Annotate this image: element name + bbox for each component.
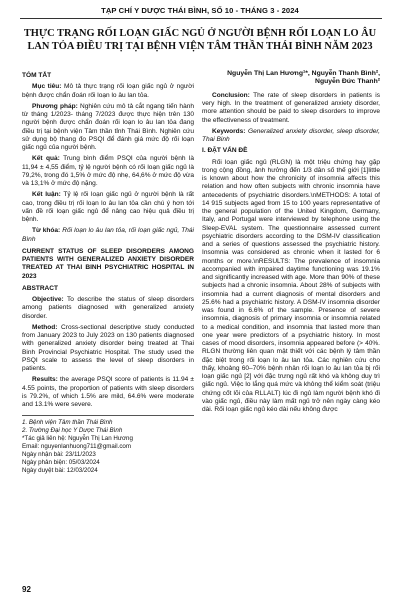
objective-label-en: Objective: bbox=[32, 296, 64, 303]
header-rule bbox=[20, 18, 382, 19]
article-title: THỰC TRẠNG RỐI LOẠN GIẤC NGỦ Ở NGƯỜI BỆNH RỐI LOẠN LO ÂU LAN TỎA ĐIỀU TRỊ TẠI BỆNH VIỆN TÂM THẦN THÁI BÌNH NĂM 2023 bbox=[23, 28, 377, 52]
footnote-email: Email: nguyenlanhuong711@gmail.com bbox=[22, 442, 132, 450]
method-label: Phương pháp: bbox=[32, 102, 78, 110]
authors bbox=[202, 70, 380, 87]
objective-text-en: To describe the status of sleep disorders among patients diagnosed with generalized anxiety disorder. bbox=[22, 296, 194, 320]
result-text: Trung bình điểm PSQI của người bệnh là 11,94 ± 4,55 điểm, tỷ lệ người bệnh có rối loạn giấc ngủ là 79,2%, trong đó 1,5% ở mức độ nhẹ, 64,6% ở mức độ vừa và 13,1% ở mức độ nặng. bbox=[22, 155, 194, 187]
objective-text: Mô tả thực trạng rối loạn giấc ngủ ở người bệnh được chẩn đoán rối loạn lo âu lan tỏa. bbox=[22, 83, 194, 99]
intro-paragraph: Rối loạn giấc ngủ (RLGN) là một triệu chứng hay gặp trong cộng đồng, ảnh hưởng đến 1/3 dân số thế giới [1]little is known about how the chronicity of insomnia affects this relation and how often subjects with chronic insomnia have antecedents of psychiatric disorders.\nMETHODS: A total of 14 915 subjects aged from 15 to 100 years representative of the general population of the United Kingdom, Germany, Italy, and Portugal were interviewed by telephone using the Sleep-EVAL system. The questionnaire assessed current psychiatric disorders according to the DSM-IV classification and a series of questions assessed the psychiatric history. Insomnia was considered as chronic when it lasted for 6 months or more.\nRESULTS: The prevalence of insomnia accompanied with impaired daytime functioning was 19.1% and significantly increased with age. More than 90% of these subjects had a chronic insomnia. About 28% of subjects with insomnia had a current diagnosis of mental disorders and 25.6% had a psychiatric history. A DSM-IV insomnia disorder was found in 6.6% of the sample. Presence of severe insomnia, diagnosis of primary insomnia or insomnia related to a medical condition, and insomnia that lasted more than one year were predictors of a psychiatric history. In most cases of mood disorders, insomnia appeared before (> 40%. RLGN thường liên quan mật thiết với các bệnh lý tâm thần đặc biệt trong rối loạn lo âu lan tỏa. Các nghiên cứu cho thấy, khoảng 60–70% bệnh nhân rối loạn lo âu lan tỏa bị rối loạn giấc ngủ [2] với đặc trưng ngủ rất khó và không duy trì giấc ngủ. Việc lo lắng quá mức và không thể kiểm soát (triệu chứng cốt lõi của RLLALT) lúc đi ngủ làm người bệnh khó đi vào giấc ngủ, điều này làm mất ngủ trở nên ngày càng kéo dài. Rối loạn giấc ngủ kéo dài nếu không được bbox=[202, 158, 380, 414]
footnote-reviewed: Ngày phản biện: 05/03/2024 bbox=[22, 458, 100, 466]
keywords-label: Từ khóa: bbox=[32, 227, 61, 235]
objective-label: Mục tiêu: bbox=[32, 83, 62, 91]
method-text-en: Cross-sectional descriptive study conducted from January 2023 to July 2023 on 130 patients diagnosed with generalized anxiety disorder being treated at Thai Binh Provincial Psychiatric Hospital. The study used the PSQI scale to assess the level of sleep disorders in patients. bbox=[22, 323, 194, 372]
abstract-en-objective bbox=[22, 296, 194, 321]
keywords-label-en: Keywords: bbox=[212, 127, 246, 135]
abstract-vi-heading: TÓM TẮT bbox=[22, 72, 52, 79]
page-number: 92 bbox=[22, 585, 31, 594]
abstract-en-keywords bbox=[202, 128, 380, 145]
footnote-affiliation-1: 1. Bệnh viện Tâm thần Thái Bình bbox=[22, 419, 113, 427]
results-label-en: Results: bbox=[32, 376, 58, 384]
footnote-accepted: Ngày duyệt bài: 12/03/2024 bbox=[22, 466, 98, 474]
abstract-vi-result bbox=[22, 155, 194, 188]
footnote-affiliation-2: 2. Trường Đại học Y Dược Thái Bình bbox=[22, 427, 123, 435]
conclusion-text: Tỷ lệ rối loạn giấc ngủ ở người bệnh là rất cao, trong điều trị rối loạn lo âu lan tỏa cần chú ý hơn tới vấn đề rối loạn giấc ngủ để nâng cao hiệu quả điều trị bệnh. bbox=[22, 191, 194, 223]
keywords-text-en: Generalized anxiety disorder, sleep disorder, Thai Binh bbox=[202, 127, 380, 144]
running-header: TẠP CHÍ Y DƯỢC THÁI BÌNH, SỐ 10 - THÁNG 3 - 2024 bbox=[101, 6, 299, 15]
left-column bbox=[22, 70, 194, 475]
authors-line-2: Nguyễn Đức Thanh² bbox=[315, 78, 380, 86]
abstract-en-heading: ABSTRACT bbox=[22, 284, 59, 292]
authors-line-1: Nguyễn Thị Lan Hương¹*, Nguyễn Thanh Bình², bbox=[227, 70, 380, 77]
abstract-en-method bbox=[22, 324, 194, 374]
conclusion-text-en: The rate of sleep disorders in patients is very high. In the treatment of generalized anxiety disorder, more attention should be paid to sleep disorders to improve the effectiveness of treatment. bbox=[202, 91, 380, 124]
footnote-received: Ngày nhận bài: 23/11/2023 bbox=[22, 450, 96, 458]
english-title: CURRENT STATUS OF SLEEP DISORDERS AMONG PATIENTS WITH GENERALIZED ANXIETY DISORDER TREATED AT THAI BINH PSYCHIATRIC HOSPITAL IN 2023 bbox=[22, 247, 194, 280]
abstract-vi-method bbox=[22, 103, 194, 153]
abstract-vi-conclusion bbox=[22, 191, 194, 224]
abstract-vi-objective bbox=[22, 83, 194, 100]
footnotes bbox=[22, 415, 194, 474]
keywords-text: Rối loạn lo âu lan tỏa, rối loạn giấc ngủ, Thái Bình bbox=[22, 227, 194, 243]
right-column bbox=[202, 70, 380, 417]
conclusion-label-en: Conclusion: bbox=[212, 91, 250, 99]
abstract-en-results bbox=[22, 376, 194, 409]
method-text: Nghiên cứu mô tả cắt ngang tiến hành từ tháng 1/2023- tháng 7/2023 được thực hiện trên 130 người bệnh được chẩn đoán rối loạn lo âu lan tỏa đang điều trị tại bệnh viện Tâm thần tỉnh Thái Bình. Nghiên cứu sử dụng bộ thang đo PSQI để đánh giá mức độ rối loạn giấc ngủ của người bệnh. bbox=[22, 102, 194, 151]
intro-heading: I. ĐẶT VẤN ĐỀ bbox=[202, 147, 248, 155]
result-label: Kết quả: bbox=[32, 155, 60, 163]
abstract-vi-keywords bbox=[22, 227, 194, 244]
method-label-en: Method: bbox=[32, 323, 58, 331]
conclusion-label: Kết luận: bbox=[32, 191, 61, 199]
results-text-en: the average PSQI score of patients is 11.94 ± 4.55 points, the proportion of patients with sleep disorders is 79.2%, of which 1.5% are mild, 64.6% were moderate and 13.1% were severe. bbox=[22, 376, 194, 408]
abstract-en-conclusion bbox=[202, 92, 380, 125]
footnote-corresponding: *Tác giả liên hệ: Nguyễn Thị Lan Hương bbox=[22, 435, 133, 443]
